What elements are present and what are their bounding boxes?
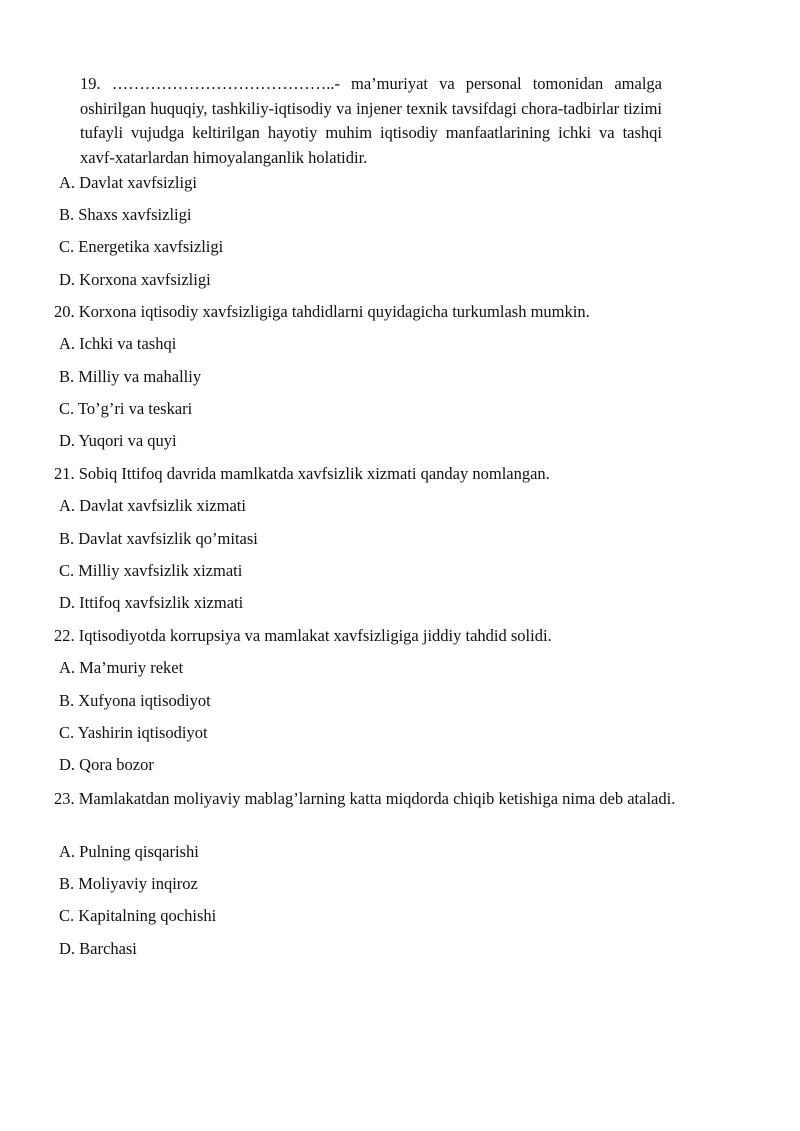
question-20-option-d: D. Yuqori va quyi [59, 431, 177, 450]
question-19-option-a: A. Davlat xavfsizligi [59, 173, 197, 192]
question-20-option-c: C. To’g’ri va teskari [59, 399, 193, 418]
question-23-option-a: A. Pulning qisqarishi [59, 842, 199, 861]
question-23-option-b: B. Moliyaviy inqiroz [59, 874, 198, 893]
question-19-text: 19. …………………………………..- ma’muriyat va personal tomonidan amalga oshirilgan huquqiy, tashkiliy-iqtisodiy va injener texnik tavsifdagi chora-tadbirlar tizimi tufayli vujudga keltirilgan hayotiy muhim iqtisodiy manfaatlarining ichki va tashqi xavf-xatarlardan himoyalanganlik holatidir. [80, 74, 662, 167]
question-19-option-d: D. Korxona xavfsizligi [59, 270, 211, 289]
question-22-option-d: D. Qora bozor [59, 755, 154, 774]
question-23-option-c: C. Kapitalning qochishi [59, 906, 217, 925]
question-21-option-d: D. Ittifoq xavfsizlik xizmati [59, 593, 244, 612]
question-22-option-b: B. Xufyona iqtisodiyot [59, 691, 211, 710]
question-22-option-a: A. Ma’muriy reket [59, 658, 184, 677]
question-20-option-a: A. Ichki va tashqi [59, 334, 177, 353]
question-21-option-b: B. Davlat xavfsizlik qo’mitasi [59, 529, 258, 548]
question-21-text: 21. Sobiq Ittifoq davrida mamlkatda xavfsizlik xizmati qanday nomlangan. [54, 464, 550, 483]
question-19-option-b: B. Shaxs xavfsizligi [59, 205, 192, 224]
question-21-option-a: A. Davlat xavfsizlik xizmati [59, 496, 246, 515]
question-22-option-c: C. Yashirin iqtisodiyot [59, 723, 208, 742]
question-22-text: 22. Iqtisodiyotda korrupsiya va mamlakat xavfsizligiga jiddiy tahdid solidi. [54, 626, 552, 645]
question-23-option-d: D. Barchasi [59, 939, 137, 958]
question-19-option-c: C. Energetika xavfsizligi [59, 237, 224, 256]
question-23-text: 23. Mamlakatdan moliyaviy mablag’larning katta miqdorda chiqib ketishiga nima deb ataladi. [54, 789, 676, 808]
question-20-option-b: B. Milliy va mahalliy [59, 367, 202, 386]
question-21-option-c: C. Milliy xavfsizlik xizmati [59, 561, 243, 580]
question-20-text: 20. Korxona iqtisodiy xavfsizligiga tahdidlarni quyidagicha turkumlash mumkin. [54, 302, 590, 321]
